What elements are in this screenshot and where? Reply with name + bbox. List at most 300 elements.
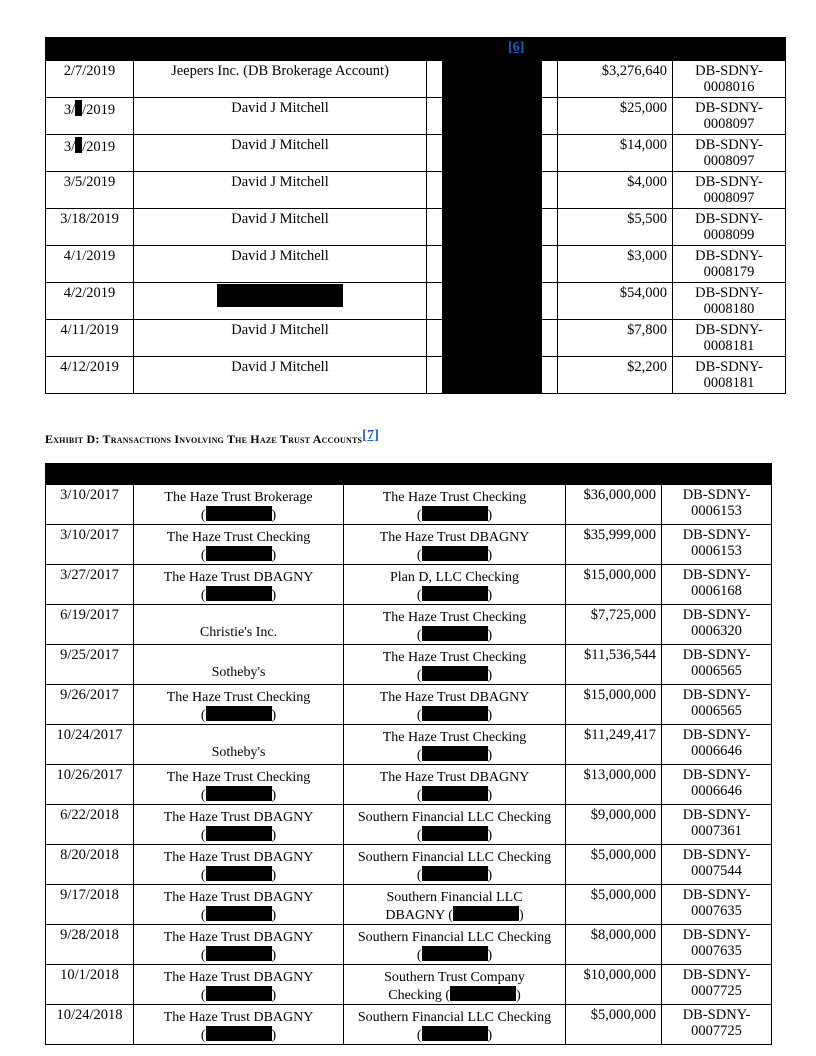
amount-cell [566, 925, 662, 965]
blank-cell [542, 320, 558, 357]
redacted-account-cell [443, 246, 542, 283]
payee-cell [134, 283, 427, 320]
table-header-row [46, 464, 772, 485]
amount-value: $7,725,000 [590, 607, 656, 623]
table-row [46, 685, 772, 725]
account-number-line [344, 586, 565, 604]
party-name: Christie's Inc. [199, 625, 278, 640]
account-number-line [134, 906, 343, 924]
account-number-line [134, 1026, 343, 1044]
account-number-line [344, 1026, 565, 1044]
bates-cell [662, 485, 772, 525]
table-row [46, 885, 772, 925]
account-suffix: ) [271, 588, 277, 603]
date-cell [46, 246, 134, 283]
to-account-cell [344, 885, 566, 925]
account-number-line [134, 586, 343, 604]
redaction-mark [217, 284, 343, 307]
account-prefix: ( [416, 708, 422, 723]
amount-value: $8,000,000 [590, 927, 656, 943]
redaction-mark [450, 986, 516, 1001]
account-suffix: ) [271, 828, 277, 843]
amount-value: $15,000,000 [583, 567, 656, 583]
redaction-mark [206, 1026, 272, 1041]
to-account-cell [344, 965, 566, 1005]
bates-number: 0008097 [703, 153, 755, 169]
amount-value: $2,200 [627, 359, 667, 375]
bates-prefix: DB-SDNY- [682, 887, 751, 903]
bates-prefix: DB-SDNY- [682, 1007, 751, 1023]
to-account-cell [344, 685, 566, 725]
amount-cell [558, 357, 673, 394]
table-row [46, 246, 786, 283]
table-row [46, 98, 786, 135]
account-prefix: ( [200, 908, 206, 923]
amount-cell [558, 98, 673, 135]
bates-prefix: DB-SDNY- [682, 727, 751, 743]
account-name: Southern Financial LLC [386, 890, 523, 905]
payee-cell [134, 61, 427, 98]
bates-cell [662, 765, 772, 805]
table-row [46, 209, 786, 246]
table-row [46, 965, 772, 1005]
bates-number: 0006153 [691, 543, 742, 559]
bates-number: 0007635 [691, 943, 742, 959]
account-prefix: ( [200, 548, 206, 563]
table-header-row [46, 38, 786, 61]
redaction-mark [422, 786, 488, 801]
redaction-mark [206, 586, 272, 601]
account-prefix: ( [200, 788, 206, 803]
amount-cell [566, 965, 662, 1005]
payee-name: David J Mitchell [231, 211, 329, 227]
bates-cell [662, 565, 772, 605]
payee-cell [134, 209, 427, 246]
table-row [46, 320, 786, 357]
amount-value: $4,000 [627, 174, 667, 190]
account-prefix: ( [416, 748, 422, 763]
bates-prefix: DB-SDNY- [682, 607, 751, 623]
date-text: 9/26/2017 [60, 687, 119, 703]
date-text: 4/11/2019 [60, 322, 119, 338]
payee-name: Jeepers Inc. (DB Brokerage Account) [171, 63, 389, 79]
amount-value: $54,000 [619, 285, 667, 301]
amount-cell [566, 565, 662, 605]
date-cell [46, 283, 134, 320]
bates-number: 0006646 [691, 783, 742, 799]
table-row [46, 485, 772, 525]
account-name: The Haze Trust Checking [382, 490, 527, 505]
bates-number: 0006153 [691, 503, 742, 519]
blank-cell [542, 172, 558, 209]
to-account-cell [344, 1005, 566, 1045]
account-suffix: ) [487, 668, 493, 683]
amount-cell [566, 1005, 662, 1045]
account-prefix: ( [200, 988, 206, 1003]
account-suffix: ) [271, 908, 277, 923]
party-name: Sotheby's [211, 665, 266, 680]
account-suffix: ) [487, 1028, 493, 1043]
account-suffix: ) [271, 708, 277, 723]
blank-cell [542, 283, 558, 320]
date-text: 3/27/2017 [60, 567, 119, 583]
bates-cell [673, 172, 786, 209]
table-row [46, 1005, 772, 1045]
account-prefix: Checking ( [388, 988, 451, 1003]
account-prefix: ( [200, 588, 206, 603]
payee-name: David J Mitchell [231, 137, 329, 153]
redacted-account-cell [443, 320, 542, 357]
amount-cell [566, 765, 662, 805]
from-account-cell [134, 965, 344, 1005]
bates-prefix: DB-SDNY- [695, 100, 763, 116]
account-name: The Haze Trust Checking [166, 770, 311, 785]
bates-prefix: DB-SDNY- [682, 567, 751, 583]
bates-cell [662, 1005, 772, 1045]
amount-cell [566, 845, 662, 885]
bates-prefix: DB-SDNY- [695, 63, 763, 79]
date-cell [46, 605, 134, 645]
payee-cell [134, 98, 427, 135]
account-suffix: ) [487, 708, 493, 723]
account-number-line [344, 666, 565, 684]
date-text: 3/ [63, 139, 76, 155]
date-cell [46, 320, 134, 357]
payee-cell [134, 172, 427, 209]
bates-number: 0006320 [691, 623, 742, 639]
account-number-line [344, 546, 565, 564]
table-row [46, 61, 786, 98]
blank-cell [427, 283, 443, 320]
bates-number: 0008016 [703, 79, 755, 95]
account-number-line [344, 506, 565, 524]
date-cell [46, 485, 134, 525]
exhibit-d-title: Exhibit D: Transactions Involving The Haze Trust Accounts [45, 432, 363, 446]
to-account-cell [344, 485, 566, 525]
account-suffix: ) [487, 828, 493, 843]
account-suffix: ) [487, 588, 493, 603]
redaction-mark [422, 826, 488, 841]
account-name: Southern Trust Company [384, 970, 525, 985]
bates-prefix: DB-SDNY- [682, 847, 751, 863]
payee-cell [134, 320, 427, 357]
bates-prefix: DB-SDNY- [695, 322, 763, 338]
payee-name: David J Mitchell [231, 100, 329, 116]
amount-cell [566, 885, 662, 925]
bates-prefix: DB-SDNY- [682, 767, 751, 783]
date-cell [46, 965, 134, 1005]
bates-prefix: DB-SDNY- [682, 687, 751, 703]
redaction-mark [422, 586, 488, 601]
redaction-mark [422, 746, 488, 761]
date-cell [46, 765, 134, 805]
table-row [46, 765, 772, 805]
from-account-cell [134, 1005, 344, 1045]
date-cell [46, 1005, 134, 1045]
date-cell [46, 357, 134, 394]
date-text: 3/10/2017 [60, 527, 119, 543]
redacted-account-cell [443, 283, 542, 320]
account-name: The Haze Trust DBAGNY [163, 570, 314, 585]
redacted-account-cell [443, 61, 542, 98]
to-account-cell [344, 805, 566, 845]
date-cell [46, 805, 134, 845]
redaction-mark [206, 546, 272, 561]
bates-cell [673, 98, 786, 135]
exhibit-d-heading [45, 428, 379, 447]
payee-name: David J Mitchell [231, 174, 329, 190]
bates-number: 0007635 [691, 903, 742, 919]
account-name: Plan D, LLC Checking [389, 570, 520, 585]
account-number-line [344, 946, 565, 964]
date-cell [46, 98, 134, 135]
bates-cell [673, 357, 786, 394]
account-suffix: ) [271, 868, 277, 883]
bates-cell [673, 61, 786, 98]
bates-number: 0007725 [691, 1023, 742, 1039]
amount-value: $35,999,000 [583, 527, 656, 543]
account-prefix: ( [416, 868, 422, 883]
date-text: 9/25/2017 [60, 647, 119, 663]
date-text: 3/5/2019 [63, 174, 116, 190]
bates-number: 0006565 [691, 663, 742, 679]
blank-cell [427, 357, 443, 394]
redaction-mark [422, 666, 488, 681]
from-account-cell [134, 605, 344, 645]
redacted-account-cell [443, 357, 542, 394]
blank-cell [427, 209, 443, 246]
bates-cell [662, 685, 772, 725]
bates-prefix: DB-SDNY- [682, 487, 751, 503]
bates-cell [662, 885, 772, 925]
blank-cell [542, 209, 558, 246]
amount-cell [558, 246, 673, 283]
account-prefix: ( [200, 1028, 206, 1043]
date-text: 10/24/2017 [56, 727, 123, 743]
account-suffix: ) [487, 548, 493, 563]
table-row [46, 565, 772, 605]
account-number-line [344, 826, 565, 844]
blank-cell [542, 61, 558, 98]
account-suffix: ) [487, 868, 493, 883]
to-account-cell [344, 725, 566, 765]
bates-number: 0008097 [703, 190, 755, 206]
account-name: The Haze Trust DBAGNY [163, 970, 314, 985]
date-cell [46, 925, 134, 965]
footnote-link-7[interactable]: [7] [362, 428, 380, 443]
account-number-line [344, 906, 565, 924]
from-account-cell [134, 725, 344, 765]
bates-prefix: DB-SDNY- [695, 137, 763, 153]
redacted-account-cell [443, 135, 542, 172]
account-name: Southern Financial LLC Checking [357, 1010, 552, 1025]
redaction-mark [206, 986, 272, 1001]
from-account-cell [134, 765, 344, 805]
account-number-line [344, 786, 565, 804]
from-account-cell [134, 525, 344, 565]
bates-prefix: DB-SDNY- [695, 359, 763, 375]
bates-prefix: DB-SDNY- [695, 174, 763, 190]
table-row [46, 283, 786, 320]
table-row [46, 805, 772, 845]
table-row [46, 357, 786, 394]
redaction-mark [422, 946, 488, 961]
bates-prefix: DB-SDNY- [695, 285, 763, 301]
account-prefix: ( [416, 788, 422, 803]
account-suffix: ) [271, 1028, 277, 1043]
date-text: 6/22/2018 [60, 807, 119, 823]
date-text: 9/17/2018 [60, 887, 119, 903]
date-text: 10/26/2017 [56, 767, 123, 783]
date-cell [46, 61, 134, 98]
amount-value: $3,276,640 [601, 63, 667, 79]
account-suffix: ) [271, 508, 277, 523]
blank-cell [427, 61, 443, 98]
blank-cell [427, 98, 443, 135]
from-account-cell [134, 845, 344, 885]
amount-value: $36,000,000 [583, 487, 656, 503]
to-account-cell [344, 525, 566, 565]
blank-cell [542, 98, 558, 135]
date-cell [46, 565, 134, 605]
blank-cell [427, 135, 443, 172]
from-account-cell [134, 925, 344, 965]
amount-cell [566, 685, 662, 725]
date-cell [46, 172, 134, 209]
bates-cell [673, 283, 786, 320]
bates-prefix: DB-SDNY- [682, 967, 751, 983]
account-suffix: ) [487, 948, 493, 963]
redaction-mark [206, 946, 272, 961]
bates-number: 0006168 [691, 583, 742, 599]
account-number-line [134, 786, 343, 804]
amount-value: $14,000 [619, 137, 667, 153]
account-prefix: ( [200, 868, 206, 883]
account-suffix: ) [487, 628, 493, 643]
bates-cell [662, 805, 772, 845]
account-number-line [344, 706, 565, 724]
date-cell [46, 135, 134, 172]
redaction-mark [206, 506, 272, 521]
bates-number: 0007725 [691, 983, 742, 999]
blank-cell [542, 357, 558, 394]
amount-value: $25,000 [619, 100, 667, 116]
bates-prefix: DB-SDNY- [682, 807, 751, 823]
bates-number: 0006565 [691, 703, 742, 719]
redaction-mark [422, 706, 488, 721]
date-cell [46, 885, 134, 925]
payee-cell [134, 357, 427, 394]
account-name: The Haze Trust DBAGNY [163, 1010, 314, 1025]
blank-cell [542, 135, 558, 172]
payee-cell [134, 246, 427, 283]
amount-value: $5,000,000 [590, 847, 656, 863]
to-account-cell [344, 645, 566, 685]
account-prefix: ( [416, 668, 422, 683]
redacted-account-cell [443, 209, 542, 246]
account-name: The Haze Trust DBAGNY [163, 810, 314, 825]
table-row [46, 725, 772, 765]
bates-cell [662, 605, 772, 645]
account-prefix: ( [416, 828, 422, 843]
bates-cell [662, 845, 772, 885]
account-number-line [134, 546, 343, 564]
account-name: Southern Financial LLC Checking [357, 930, 552, 945]
table-row [46, 172, 786, 209]
account-prefix: ( [200, 708, 206, 723]
amount-cell [566, 605, 662, 645]
blank-cell [542, 246, 558, 283]
redaction-mark [206, 826, 272, 841]
amount-cell [566, 525, 662, 565]
date-text: 3/18/2019 [60, 211, 119, 227]
table-row [46, 135, 786, 172]
to-account-cell [344, 845, 566, 885]
account-name: Southern Financial LLC Checking [357, 850, 552, 865]
account-prefix: ( [416, 948, 422, 963]
redaction-mark [206, 906, 272, 921]
account-name: The Haze Trust Checking [382, 650, 527, 665]
bates-number: 0008180 [703, 301, 755, 317]
redaction-mark [206, 866, 272, 881]
account-number-line [344, 866, 565, 884]
bates-cell [673, 246, 786, 283]
transactions-table-continued [45, 37, 786, 394]
date-cell [46, 725, 134, 765]
redacted-account-cell [443, 172, 542, 209]
table-row [46, 925, 772, 965]
amount-value: $9,000,000 [590, 807, 656, 823]
payee-name: David J Mitchell [231, 322, 329, 338]
amount-cell [566, 645, 662, 685]
account-number-line [134, 866, 343, 884]
account-number-line [134, 706, 343, 724]
date-text: 4/2/2019 [63, 285, 116, 301]
amount-cell [558, 283, 673, 320]
account-number-line [344, 986, 565, 1004]
amount-value: $15,000,000 [583, 687, 656, 703]
account-number-line [344, 626, 565, 644]
account-suffix: ) [487, 788, 493, 803]
account-prefix: ( [416, 548, 422, 563]
date-text: 4/1/2019 [63, 248, 116, 264]
bates-cell [662, 925, 772, 965]
redaction-mark [422, 1026, 488, 1041]
payee-name: David J Mitchell [231, 359, 329, 375]
table-row [46, 605, 772, 645]
table-row [46, 525, 772, 565]
bates-number: 0007544 [691, 863, 742, 879]
blank-cell [427, 172, 443, 209]
date-cell [46, 525, 134, 565]
redacted-account-cell [443, 98, 542, 135]
bates-number: 0008097 [703, 116, 755, 132]
date-text: /2019 [82, 102, 116, 118]
account-name: The Haze Trust DBAGNY [163, 850, 314, 865]
account-suffix: ) [516, 988, 521, 1003]
amount-value: $7,800 [627, 322, 667, 338]
date-text: 3/10/2017 [60, 487, 119, 503]
account-suffix: ) [518, 908, 524, 923]
account-number-line [134, 986, 343, 1004]
to-account-cell [344, 565, 566, 605]
account-name: The Haze Trust Checking [166, 690, 311, 705]
account-name: The Haze Trust DBAGNY [379, 690, 530, 705]
from-account-cell [134, 485, 344, 525]
bates-prefix: DB-SDNY- [682, 647, 751, 663]
account-prefix: ( [416, 1028, 422, 1043]
footnote-link-6[interactable]: [6] [508, 40, 525, 55]
